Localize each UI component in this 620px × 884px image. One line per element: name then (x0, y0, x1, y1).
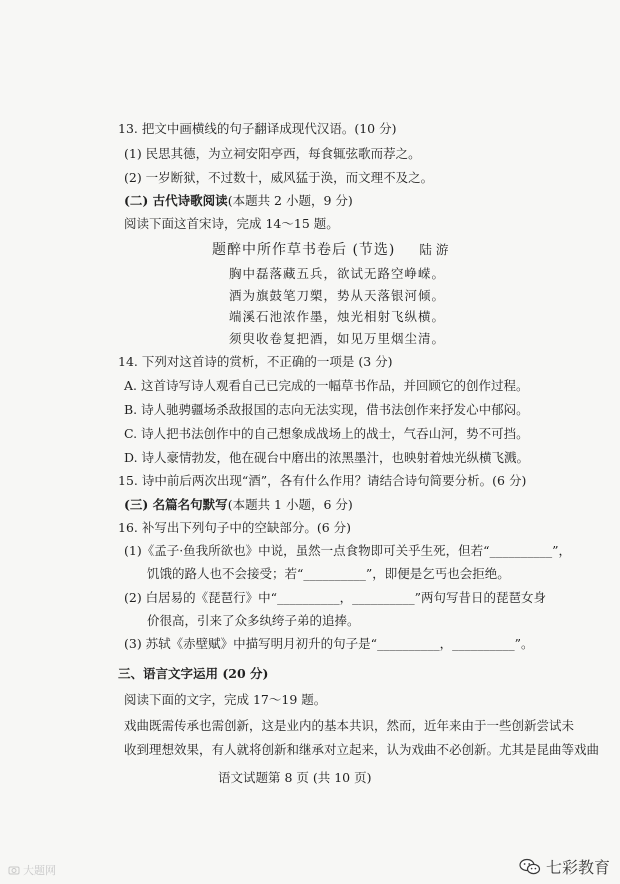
q14-option-d: D. 诗人豪情勃发，他在砚台中磨出的浓黑墨汁，也映射着烛光纵横飞溅。 (124, 450, 530, 465)
poem-line-2: 酒为旗鼓笔刀槊，势从天落银河倾。 (229, 288, 446, 303)
section2-note: (本题共 2 小题，9 分) (227, 193, 353, 208)
q16-item-1-line-2: 饥饿的路人也不会接受；若“__________”，即便是乞丐也会拒绝。 (147, 566, 510, 581)
section2-header (124, 193, 353, 209)
camera-icon (8, 864, 20, 876)
part3-instruction: 阅读下面的文字，完成 17～19 题。 (124, 692, 327, 707)
section3-note: (本题共 1 小题，6 分) (227, 497, 353, 512)
q13-stem: 13. 把文中画横线的句子翻译成现代汉语。(10 分) (118, 121, 397, 136)
q14-option-c: C. 诗人把书法创作中的自己想象成战场上的战士，气吞山河，势不可挡。 (124, 426, 529, 441)
section3-header (124, 497, 353, 513)
q16-item-1-line-1: (1)《孟子·鱼我所欲也》中说，虽然一点食物即可关乎生死，但若“__________”， (124, 543, 571, 558)
q13-sentence-1: (1) 民思其德，为立祠安阳亭西，每食辄弦歌而荐之。 (124, 146, 421, 161)
q16-stem: 16. 补写出下列句子中的空缺部分。(6 分) (118, 520, 352, 535)
watermark-right-text: 七彩教育 (545, 858, 610, 877)
poem-heading (212, 242, 448, 258)
part3-paragraph-line-2: 收到理想效果，有人就将创新和继承对立起来，认为戏曲不必创新。尤其是昆曲等戏曲 (124, 742, 600, 757)
poem-line-3: 端溪石池浓作墨，烛光相射飞纵横。 (229, 309, 446, 324)
wechat-icon (519, 858, 541, 876)
watermark-right (519, 855, 610, 878)
q16-item-2-line-1: (2) 白居易的《琵琶行》中“__________，__________”两句写昔日的琵琶女身 (124, 590, 546, 605)
q14-stem: 14. 下列对这首诗的赏析，不正确的一项是 (3 分) (118, 354, 393, 369)
poem-title: 题醉中所作草书卷后 (节选) (212, 242, 396, 258)
section2-heading: (二) 古代诗歌阅读 (124, 193, 228, 208)
watermark-left-text: 大题网 (23, 864, 56, 877)
q14-option-b: B. 诗人驰骋疆场杀敌报国的志向无法实现，借书法创作来抒发心中郁闷。 (124, 402, 529, 417)
q16-item-3: (3) 苏轼《赤壁赋》中描写明月初升的句子是“__________，__________”。 (124, 636, 534, 651)
part3-paragraph-line-1: 戏曲既需传承也需创新，这是业内的基本共识，然而，近年来由于一些创新尝试未 (124, 718, 575, 733)
q15-stem: 15. 诗中前后两次出现“酒”，各有什么作用？请结合诗句简要分析。(6 分) (118, 473, 527, 488)
watermark-left (8, 862, 56, 878)
section2-instruction: 阅读下面这首宋诗，完成 14～15 题。 (124, 216, 339, 231)
q14-option-a: A. 这首诗写诗人观看自己已完成的一幅草书作品，并回顾它的创作过程。 (124, 378, 529, 393)
q13-sentence-2: (2) 一岁断狱，不过数十，威风猛于涣，而文理不及之。 (124, 170, 434, 185)
section3-heading: (三) 名篇名句默写 (124, 497, 228, 512)
page-footer: 语文试题第 8 页 (共 10 页) (218, 770, 372, 785)
poem-line-4: 须臾收卷复把酒，如见万里烟尘清。 (229, 331, 446, 346)
part3-heading: 三、语言文字运用 (20 分) (118, 666, 269, 681)
poem-author: 陆 游 (419, 242, 449, 257)
q16-item-2-line-2: 价很高，引来了众多纨绔子弟的追捧。 (147, 613, 360, 628)
poem-line-1: 胸中磊落藏五兵，欲试无路空峥嵘。 (229, 266, 446, 281)
